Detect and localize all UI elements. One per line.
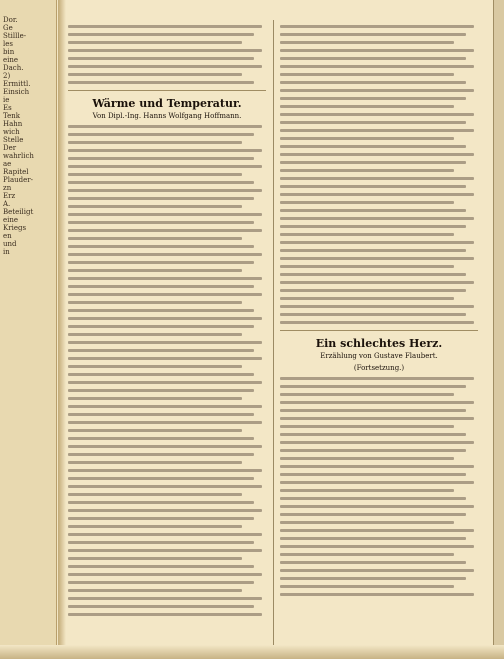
text-line	[280, 225, 466, 228]
text-line	[68, 453, 254, 456]
text-line	[280, 465, 474, 468]
text-line	[280, 377, 474, 380]
text-line	[68, 269, 242, 272]
edge-snippet: Rapitel	[3, 168, 29, 176]
text-line	[68, 477, 254, 480]
edge-snippet: les	[3, 40, 13, 48]
text-line	[68, 429, 242, 432]
text-line	[68, 517, 254, 520]
text-line	[68, 65, 262, 68]
text-line	[280, 401, 474, 404]
text-line	[68, 541, 254, 544]
text-line	[68, 389, 254, 392]
text-line	[68, 597, 262, 600]
text-line	[280, 73, 454, 76]
text-line	[280, 569, 474, 572]
text-line	[68, 309, 254, 312]
edge-snippet: Stillle-	[3, 32, 27, 40]
text-line	[280, 433, 466, 436]
text-line	[280, 273, 466, 276]
edge-snippet: Plauder-	[3, 176, 33, 184]
previous-page-edge	[0, 0, 57, 659]
text-line	[280, 129, 474, 132]
text-line	[280, 265, 454, 268]
text-line	[68, 549, 262, 552]
text-line	[280, 161, 466, 164]
text-line	[68, 301, 242, 304]
edge-snippet: Erz	[3, 192, 16, 200]
text-line	[68, 333, 242, 336]
text-line	[280, 305, 474, 308]
edge-snippet: Ge	[3, 24, 13, 32]
text-line	[280, 233, 454, 236]
text-line	[280, 313, 466, 316]
text-line	[280, 193, 474, 196]
text-line	[68, 469, 262, 472]
text-line	[68, 285, 254, 288]
text-line	[68, 613, 262, 616]
text-line	[68, 197, 254, 200]
text-line	[68, 277, 262, 280]
text-line	[68, 437, 254, 440]
edge-snippet: Stelle	[3, 136, 24, 144]
text-line	[68, 589, 242, 592]
text-line	[68, 181, 254, 184]
text-line	[68, 173, 242, 176]
text-line	[280, 281, 474, 284]
text-line	[280, 201, 454, 204]
text-line	[68, 317, 262, 320]
text-line	[280, 105, 454, 108]
text-line	[280, 497, 466, 500]
edge-snippet: wahrlich	[3, 152, 34, 160]
text-line	[68, 33, 254, 36]
article-columns	[68, 20, 488, 652]
text-line	[280, 505, 474, 508]
text-line	[68, 253, 262, 256]
edge-snippets	[3, 16, 51, 256]
text-line	[68, 341, 262, 344]
text-line	[68, 501, 254, 504]
text-line	[280, 393, 454, 396]
text-line	[280, 441, 474, 444]
text-line	[280, 545, 474, 548]
text-line	[280, 561, 466, 564]
text-line	[280, 409, 466, 412]
text-line	[68, 245, 254, 248]
text-line	[280, 97, 466, 100]
edge-snippet: Dach.	[3, 64, 24, 72]
text-line	[280, 113, 474, 116]
text-line	[280, 185, 466, 188]
edge-snippet: 2)	[3, 72, 11, 80]
text-line	[68, 381, 262, 384]
text-line	[280, 449, 466, 452]
text-line	[68, 565, 254, 568]
edge-snippet: Einsich	[3, 88, 30, 96]
text-line	[280, 137, 454, 140]
text-line	[280, 81, 466, 84]
text-line	[280, 257, 474, 260]
article-author: Von Dipl.-Ing. Hanns Wolfgang Hoffmann.	[92, 112, 242, 120]
text-line	[68, 413, 254, 416]
text-line	[280, 513, 466, 516]
edge-snippet: A.	[3, 200, 11, 208]
edge-snippet: eine	[3, 56, 19, 64]
text-line	[68, 525, 242, 528]
story-subtitle: (Fortsetzung.)	[353, 364, 405, 372]
edge-snippet: Dor.	[3, 16, 18, 24]
text-line	[68, 157, 254, 160]
text-line	[68, 221, 254, 224]
edge-snippet: Tenk	[3, 112, 21, 120]
text-line	[68, 57, 254, 60]
story-title: Ein schlechtes Herz.	[315, 337, 443, 350]
text-line	[280, 417, 474, 420]
text-line	[68, 605, 254, 608]
text-line	[68, 573, 262, 576]
text-line	[280, 585, 454, 588]
text-line	[280, 153, 474, 156]
text-line	[280, 321, 474, 324]
left-body-text	[68, 125, 266, 616]
text-line	[280, 577, 466, 580]
text-line	[68, 509, 262, 512]
text-line	[280, 49, 474, 52]
text-line	[280, 553, 454, 556]
edge-snippet: Es	[3, 104, 12, 112]
text-line	[68, 373, 254, 376]
text-line	[280, 537, 466, 540]
text-line	[68, 405, 262, 408]
text-line	[68, 189, 262, 192]
text-line	[68, 445, 262, 448]
text-line	[68, 533, 262, 536]
edge-snippet: Kriegs	[3, 224, 27, 232]
section-divider	[68, 90, 266, 91]
text-line	[280, 217, 474, 220]
text-line	[68, 149, 262, 152]
edge-snippet: zn	[3, 184, 12, 192]
text-line	[68, 557, 242, 560]
text-line	[280, 145, 466, 148]
text-line	[68, 357, 262, 360]
text-line	[68, 293, 262, 296]
text-line	[280, 481, 474, 484]
left-column	[68, 20, 266, 652]
text-line	[68, 73, 242, 76]
edge-snippet: bin	[3, 48, 15, 56]
text-line	[280, 297, 454, 300]
text-line	[68, 365, 242, 368]
text-line	[280, 33, 466, 36]
edge-snippet: und	[3, 240, 17, 248]
text-line	[280, 241, 474, 244]
text-line	[68, 141, 242, 144]
edge-snippet: Der	[3, 144, 17, 152]
text-line	[68, 325, 254, 328]
text-line	[68, 81, 254, 84]
text-line	[280, 289, 466, 292]
column-divider	[273, 20, 274, 652]
text-line	[68, 485, 262, 488]
binding-gutter	[58, 0, 66, 659]
text-line	[280, 25, 474, 28]
text-line	[280, 489, 454, 492]
right-page-edge	[493, 0, 504, 659]
text-line	[68, 165, 262, 168]
edge-snippet: en	[3, 232, 12, 240]
text-line	[280, 65, 474, 68]
text-line	[280, 209, 466, 212]
edge-snippet: in	[3, 248, 10, 256]
text-line	[68, 229, 262, 232]
text-line	[280, 521, 454, 524]
text-line	[280, 249, 466, 252]
bottom-shadow	[0, 645, 504, 659]
story-author: Erzählung von Gustave Flaubert.	[320, 352, 438, 360]
edge-snippet: Hahn	[3, 120, 23, 128]
text-line	[280, 593, 474, 596]
text-line	[68, 261, 254, 264]
edge-snippet: ae	[3, 160, 12, 168]
text-line	[280, 457, 454, 460]
text-line	[68, 205, 242, 208]
text-line	[68, 25, 262, 28]
text-line	[68, 421, 262, 424]
edge-snippet: ie	[3, 96, 10, 104]
text-line	[280, 425, 454, 428]
text-line	[68, 49, 262, 52]
article-title: Wärme und Temperatur.	[92, 97, 242, 110]
text-line	[68, 41, 242, 44]
text-line	[68, 125, 262, 128]
text-line	[280, 121, 466, 124]
text-line	[68, 133, 254, 136]
edge-snippet: wich	[3, 128, 20, 136]
text-line	[68, 397, 242, 400]
edge-snippet: Ermittl.	[3, 80, 31, 88]
right-column	[280, 20, 478, 652]
edge-snippet: Beteiligt	[3, 208, 34, 216]
edge-snippet: eine	[3, 216, 19, 224]
text-line	[68, 213, 262, 216]
text-line	[68, 237, 242, 240]
text-line	[280, 41, 454, 44]
text-line	[68, 461, 242, 464]
right-top-text	[280, 25, 478, 324]
text-line	[68, 493, 242, 496]
text-line	[280, 169, 454, 172]
text-line	[68, 581, 254, 584]
text-line	[280, 57, 466, 60]
text-line	[280, 89, 474, 92]
text-line	[280, 529, 474, 532]
left-intro-text	[68, 25, 266, 84]
text-line	[68, 349, 254, 352]
text-line	[280, 177, 474, 180]
text-line	[280, 473, 466, 476]
story-divider	[280, 330, 478, 331]
text-line	[280, 385, 466, 388]
right-body-text	[280, 377, 478, 596]
